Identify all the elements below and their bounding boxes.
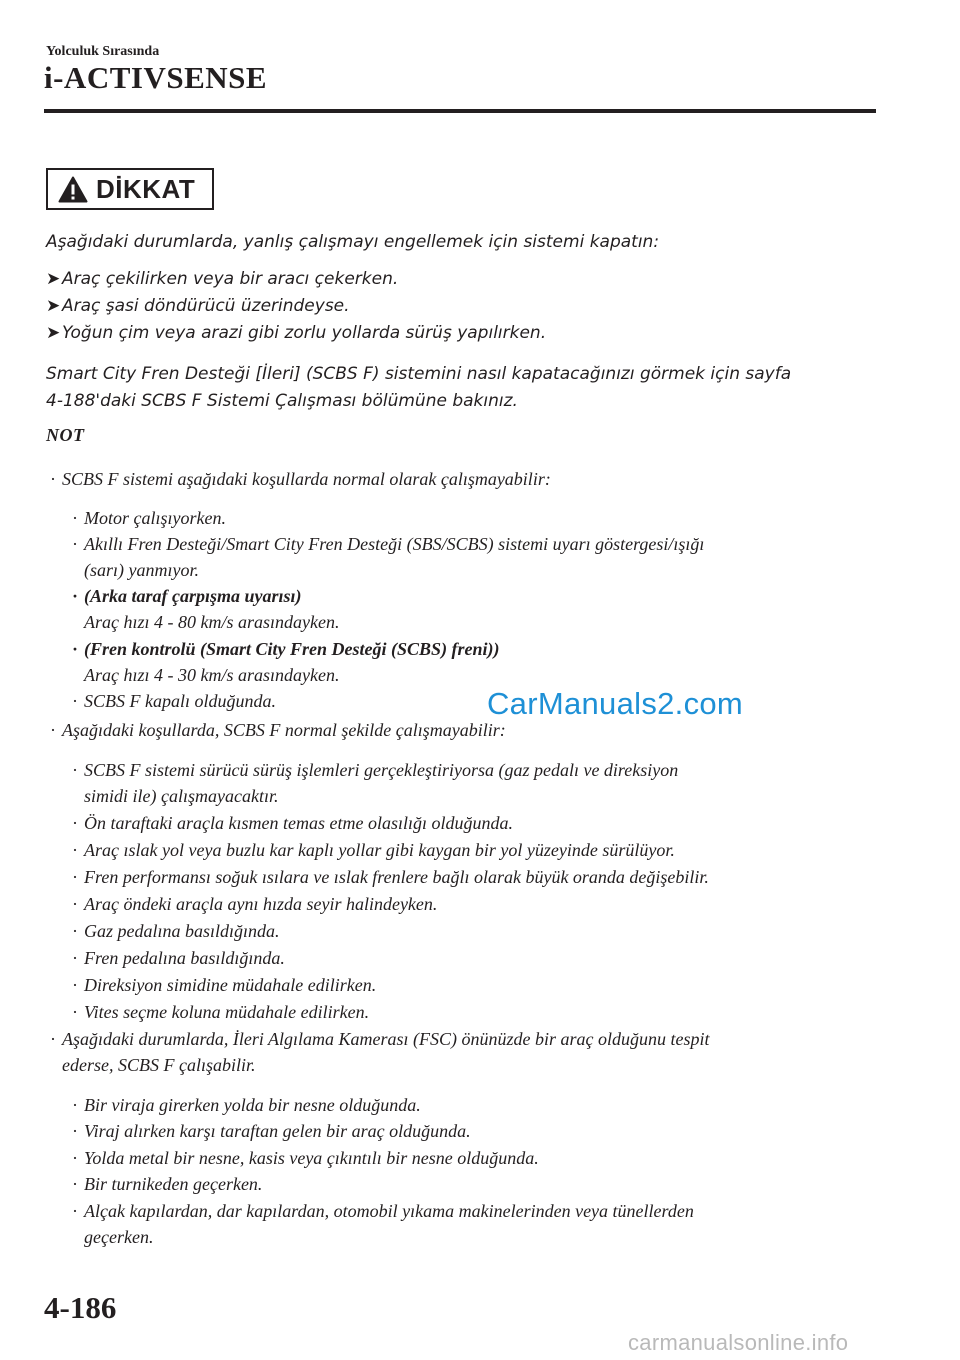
note-sub-item: · Motor çalışıyorken.	[72, 508, 226, 528]
caution-label-box	[46, 168, 214, 210]
caution-bullet: ➤ Araç şasi döndürücü üzerindeyse.	[46, 292, 350, 320]
note-sub-item-cont: simidi ile) çalışmayacaktır.	[84, 786, 279, 806]
note-sub-item: · Viraj alırken karşı taraftan gelen bir araç olduğunda.	[72, 1121, 471, 1141]
note-sub-item: · Bir viraja girerken yolda bir nesne olduğunda.	[72, 1095, 421, 1115]
caution-bullet: ➤ Araç çekilirken veya bir aracı çekerken.	[46, 265, 398, 293]
note-list-item: · SCBS F sistemi aşağıdaki koşullarda normal olarak çalışmayabilir:	[50, 469, 551, 489]
note-sub-item: · Araç ıslak yol veya buzlu kar kaplı yollar gibi kaygan bir yol yüzeyinde sürülüyor.	[72, 840, 675, 860]
watermark-link[interactable]: CarManuals2.com	[487, 686, 744, 721]
note-heading: NOT	[46, 425, 85, 445]
note-sub-item: · (Arka taraf çarpışma uyarısı)	[72, 586, 302, 606]
note-sub-item: · Direksiyon simidine müdahale edilirken.	[72, 975, 377, 995]
note-sub-item: · Gaz pedalına basıldığında.	[72, 921, 280, 941]
section-label: Yolculuk Sırasında	[46, 44, 160, 59]
caution-bullet: ➤ Yoğun çim veya arazi gibi zorlu yollarda sürüş yapılırken.	[46, 319, 546, 347]
note-list-item: · Aşağıdaki koşullarda, SCBS F normal şekilde çalışmayabilir:	[50, 720, 506, 740]
note-sub-item: · Bir turnikeden geçerken.	[72, 1174, 263, 1194]
note-sub-item: · Alçak kapılardan, dar kapılardan, otomobil yıkama makinelerinden veya tünellerden	[72, 1201, 694, 1221]
page-title: i-ACTIVSENSE	[44, 60, 268, 95]
note-sub-item-cont: (sarı) yanmıyor.	[84, 560, 199, 580]
footer-watermark-link[interactable]: carmanualsonline.info	[628, 1330, 849, 1355]
note-list-item-cont: ederse, SCBS F çalışabilir.	[62, 1055, 256, 1075]
note-sub-item: · (Fren kontrolü (Smart City Fren Desteği (SCBS) freni))	[72, 639, 500, 659]
caution-reference: Smart City Fren Desteği [İleri] (SCBS F) sistemini nasıl kapatacağınızı görmek için sayfa	[46, 364, 792, 384]
arrow-bullet-icon: ➤	[46, 296, 61, 316]
note-sub-item: · Ön taraftaki araçla kısmen temas etme olasılığı olduğunda.	[72, 813, 513, 833]
note-sub-item: · SCBS F sistemi sürücü sürüş işlemleri gerçekleştiriyorsa (gaz pedalı ve direksiyon	[72, 760, 679, 780]
note-sub-item-cont: Araç hızı 4 - 80 km/s arasındayken.	[84, 612, 340, 632]
note-sub-item: · Fren performansı soğuk ısılara ve ıslak frenlere bağlı olarak büyük oranda değişebilir.	[72, 867, 709, 887]
note-sub-item-cont: geçerken.	[84, 1227, 154, 1247]
caution-label: DİKKAT	[96, 173, 196, 204]
note-sub-item: · Vites seçme koluna müdahale edilirken.	[72, 1002, 370, 1022]
note-sub-item: · Araç öndeki araçla aynı hızda seyir halindeyken.	[72, 894, 438, 914]
note-sub-item: · Yolda metal bir nesne, kasis veya çıkıntılı bir nesne olduğunda.	[72, 1148, 539, 1168]
header-divider	[44, 109, 876, 113]
caution-intro: Aşağıdaki durumlarda, yanlış çalışmayı engellemek için sistemi kapatın:	[46, 232, 660, 252]
note-sub-item: · SCBS F kapalı olduğunda.	[72, 691, 276, 711]
note-list-item: · Aşağıdaki durumlarda, İleri Algılama Kamerası (FSC) önünüzde bir araç olduğunu tespit	[50, 1029, 710, 1049]
caution-reference: 4-188'daki SCBS F Sistemi Çalışması bölümüne bakınız.	[46, 391, 518, 411]
note-sub-item-cont: Araç hızı 4 - 30 km/s arasındayken.	[84, 665, 340, 685]
arrow-bullet-icon: ➤	[46, 269, 61, 289]
arrow-bullet-icon: ➤	[46, 323, 61, 343]
page-number: 4-186	[44, 1290, 117, 1325]
warning-triangle-icon	[58, 176, 88, 203]
note-sub-item: · Fren pedalına basıldığında.	[72, 948, 285, 968]
note-sub-item: · Akıllı Fren Desteği/Smart City Fren Desteği (SBS/SCBS) sistemi uyarı göstergesi/ışığı	[72, 534, 705, 554]
